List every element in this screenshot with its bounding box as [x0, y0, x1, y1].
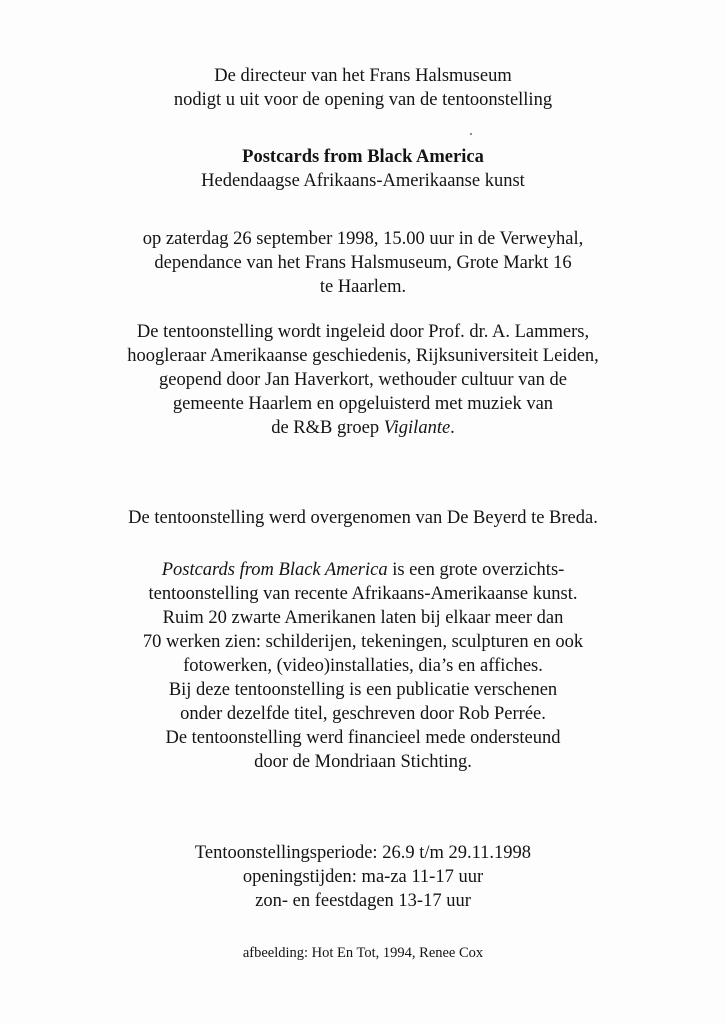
- exhibition-subtitle: Hedendaagse Afrikaans-Amerikaanse kunst: [201, 171, 525, 191]
- stray-dot: [470, 133, 472, 135]
- opening-details: [0, 227, 726, 299]
- program-block: [0, 320, 726, 440]
- description-text: is een grote overzichts-: [387, 560, 565, 580]
- band-suffix: .: [450, 418, 455, 438]
- schedule-block: [0, 841, 726, 913]
- program-line: geopend door Jan Haverkort, wethouder cultuur van de: [159, 370, 567, 390]
- opening-hours: openingstijden: ma-za 11-17 uur: [242, 867, 484, 887]
- description-line: fotowerken, (video)installaties, dia’s en affiches.: [183, 656, 543, 676]
- description-line: 70 werken zien: schilderijen, tekeningen, sculpturen en ook: [142, 632, 584, 652]
- image-credit: [0, 943, 726, 963]
- description-line: Ruim 20 zwarte Amerikanen laten bij elkaar meer dan: [162, 608, 564, 628]
- holiday-hours: zon- en feestdagen 13-17 uur: [255, 891, 471, 911]
- description-line: onder dezelfde titel, geschreven door Rob Perrée.: [180, 704, 546, 724]
- exhibition-heading: [0, 145, 726, 193]
- intro-line: nodigt u uit voor de opening van de tentoonstelling: [173, 90, 553, 110]
- credit-line: afbeelding: Hot En Tot, 1994, Renee Cox: [242, 945, 484, 961]
- exhibition-period: Tentoonstellingsperiode: 26.9 t/m 29.11.1998: [194, 843, 532, 863]
- program-line: De tentoonstelling wordt ingeleid door Prof. dr. A. Lammers,: [136, 322, 590, 342]
- band-prefix: de R&B groep: [271, 418, 384, 438]
- origin-block: [0, 506, 726, 530]
- description-line: Bij deze tentoonstelling is een publicatie verschenen: [168, 680, 558, 700]
- exhibition-title: Postcards from Black America: [242, 147, 484, 167]
- program-line: gemeente Haarlem en opgeluisterd met muziek van: [172, 394, 554, 414]
- description-line: De tentoonstelling werd financieel mede ondersteund: [165, 728, 561, 748]
- intro-block: [0, 64, 726, 112]
- opening-line: op zaterdag 26 september 1998, 15.00 uur in de Verweyhal,: [142, 229, 584, 249]
- opening-line: te Haarlem.: [319, 277, 407, 297]
- origin-line: De tentoonstelling werd overgenomen van De Beyerd te Breda.: [128, 508, 598, 528]
- description-line: tentoonstelling van recente Afrikaans-Amerikaanse kunst.: [148, 584, 578, 604]
- band-name: Vigilante: [383, 418, 451, 438]
- description-line: [0, 558, 726, 582]
- description-line: door de Mondriaan Stichting.: [254, 752, 472, 772]
- program-line: [0, 416, 726, 440]
- opening-line: dependance van het Frans Halsmuseum, Grote Markt 16: [154, 253, 572, 273]
- intro-line: De directeur van het Frans Halsmuseum: [214, 66, 512, 86]
- description-block: [0, 558, 726, 774]
- exhibition-title-italic: Postcards from Black America: [161, 560, 388, 580]
- program-line: hoogleraar Amerikaanse geschiedenis, Rijksuniversiteit Leiden,: [127, 346, 599, 366]
